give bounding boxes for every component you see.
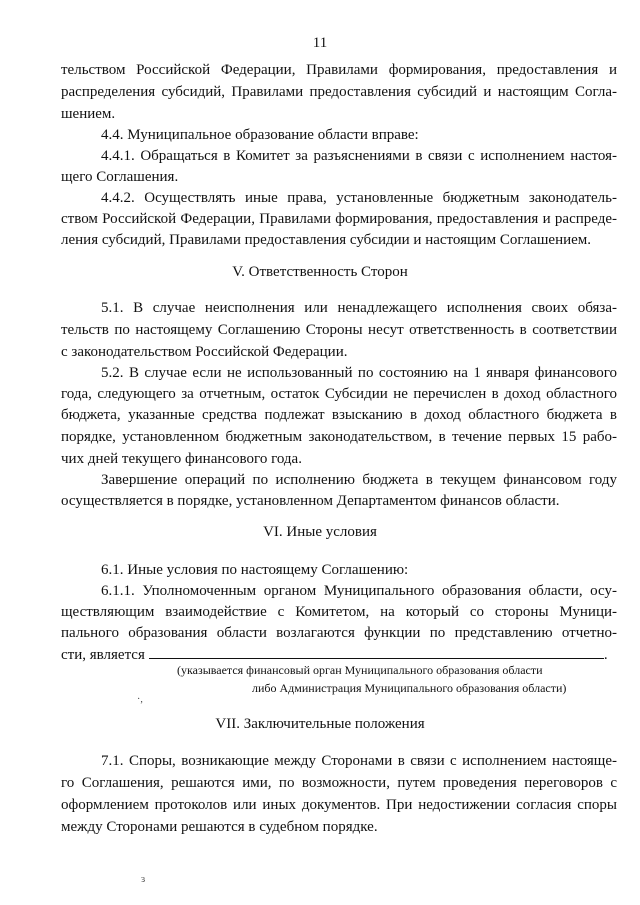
section-heading: V. Ответственность Сторон xyxy=(232,264,408,280)
text-line: порядке, установленном бюджетным законодательством, в течение первых 15 рабо- xyxy=(61,429,617,445)
scan-speck: ·, xyxy=(137,694,143,705)
scan-speck: ɜ xyxy=(141,874,146,885)
text-line: 4.4.1. Обращаться в Комитет за разъяснениями в связи с исполнением настоя- xyxy=(101,148,617,164)
page-number: 11 xyxy=(312,35,328,51)
section-heading: VII. Заключительные положения xyxy=(215,716,425,732)
text-line: пального образования области возлагаются функции по представлению отчетно- xyxy=(61,625,617,641)
text-line: чих дней текущего финансового года. xyxy=(61,451,302,467)
text-line: 6.1. Иные условия по настоящему Соглашению: xyxy=(101,562,409,578)
text-line: тельством Российской Федерации, Правилами формирования, предоставления и xyxy=(61,62,617,78)
text-line: 4.4.2. Осуществлять иные права, установленные бюджетным законодатель- xyxy=(101,190,617,206)
footnote-caption: (указывается финансовый орган Муниципального образования области xyxy=(177,663,543,677)
footnote-caption: либо Администрация Муниципального образования области) xyxy=(252,681,567,695)
text-line: Завершение операций по исполнению бюджета в текущем финансовом году xyxy=(101,472,617,488)
text-line: бюджета, указанные средства подлежат взысканию в доход областного бюджета в xyxy=(61,407,617,423)
text-line: с законодательством Российской Федерации. xyxy=(61,344,348,360)
text-line: тельств по настоящему Соглашению Стороны несут ответственность в соответствии xyxy=(61,322,617,338)
blank-underline xyxy=(149,644,604,659)
text-line: 4.4. Муниципальное образование области вправе: xyxy=(101,127,419,143)
text-line: ления субсидий, Правилами предоставления субсидии и настоящим Соглашением. xyxy=(61,232,592,248)
text-line: 6.1.1. Уполномоченным органом Муниципального образования области, осу- xyxy=(101,583,617,599)
text-line: 5.2. В случае если не использованный по состоянию на 1 января финансового xyxy=(101,365,617,381)
text-line: ществляющим взаимодействие с Комитетом, на который со стороны Муници- xyxy=(61,604,617,620)
line-end-period: . xyxy=(603,647,608,663)
text-line: шением. xyxy=(61,106,116,122)
text-line: оформлением протоколов или иных документов. При недостижении согласия споры xyxy=(61,797,617,813)
text-line: между Сторонами решаются в судебном порядке. xyxy=(61,819,378,835)
text-line: го Соглашения, решаются ими, по возможности, путем проведения переговоров с xyxy=(61,775,617,791)
text-line: года, следующего за отчетным, остаток Субсидии не перечислен в доход областного xyxy=(61,386,617,402)
section-heading: VI. Иные условия xyxy=(263,524,377,540)
text-line: ством Российской Федерации, Правилами формирования, предоставления и распреде- xyxy=(61,211,617,227)
text-line: распределения субсидий, Правилами предоставления субсидий и настоящим Согла- xyxy=(61,84,617,100)
text-line: 5.1. В случае неисполнения или ненадлежащего исполнения своих обяза- xyxy=(101,300,617,316)
text-line: осуществляется в порядке, установленном Департаментом финансов области. xyxy=(61,493,560,509)
text-line: 7.1. Споры, возникающие между Сторонами в связи с исполнением настояще- xyxy=(101,753,617,769)
text-line: щего Соглашения. xyxy=(61,169,179,185)
text-line: сти, является xyxy=(61,647,145,663)
